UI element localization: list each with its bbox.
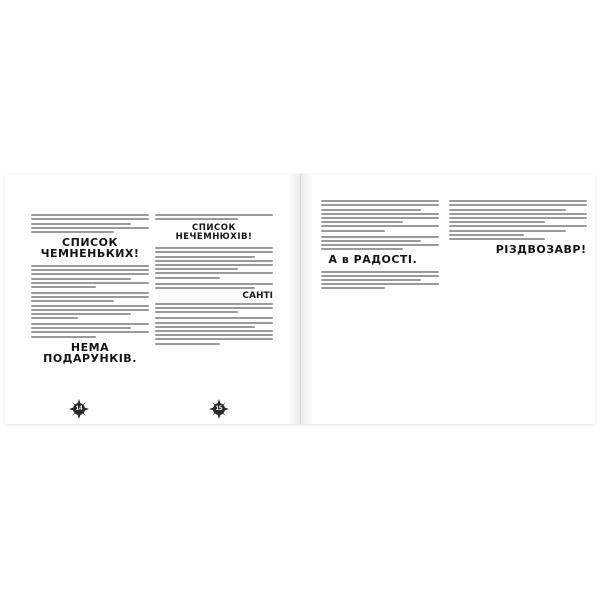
text-line-placeholder: [155, 330, 273, 332]
text-line-placeholder: [31, 296, 149, 298]
santa-label: САНТІ: [242, 290, 273, 301]
paragraph-placeholder: [449, 200, 587, 240]
text-line-placeholder: [321, 287, 386, 289]
right-page: [301, 174, 596, 424]
paragraph-placeholder: [155, 317, 273, 344]
text-line-placeholder: [321, 200, 439, 202]
heading-christmasaurus: РІЗДВОЗАВР!: [495, 242, 587, 256]
text-line-placeholder: [321, 248, 404, 250]
text-line-placeholder: [31, 292, 149, 294]
text-line-placeholder: [155, 307, 273, 309]
text-line-placeholder: [155, 338, 273, 340]
text-line-placeholder: [31, 223, 131, 225]
text-line-placeholder: [449, 204, 587, 206]
paragraph-placeholder: [321, 271, 439, 290]
text-line-placeholder: [31, 214, 149, 216]
text-line-placeholder: [31, 313, 131, 315]
text-line-placeholder: [155, 272, 273, 274]
text-line-placeholder: [155, 303, 273, 305]
text-line-placeholder: [321, 230, 386, 232]
page-number-right: [209, 399, 229, 419]
page-number-left: [69, 399, 89, 419]
snowflake-icon: [209, 399, 229, 419]
text-line-placeholder: [449, 221, 546, 223]
page-number-right-text: 15: [215, 406, 223, 412]
text-line-placeholder: [449, 230, 566, 232]
text-line-placeholder: [155, 287, 255, 289]
page-number-left-text: 14: [75, 406, 83, 412]
book-spread: [5, 174, 595, 424]
text-line-placeholder: [31, 273, 149, 275]
paragraph-placeholder: [31, 265, 149, 288]
text-line-placeholder: [155, 247, 273, 249]
heading-no-presents: НЕМА ПОДАРУНКІВ.: [43, 340, 137, 366]
paragraph-placeholder: [155, 283, 273, 314]
text-line-placeholder: [31, 323, 149, 325]
text-line-placeholder: [31, 300, 114, 302]
text-line-placeholder: [321, 244, 439, 246]
text-line-placeholder: [449, 200, 587, 202]
paragraph-placeholder: [155, 214, 273, 220]
heading-nice-list: СПИСОК ЧЕМНЕНЬКИХ!: [40, 235, 140, 261]
text-line-placeholder: [449, 209, 566, 211]
text-line-placeholder: [155, 317, 273, 319]
text-line-placeholder: [155, 283, 273, 285]
text-line-placeholder: [449, 213, 587, 215]
text-line-placeholder: [31, 218, 149, 220]
paragraph-placeholder: [321, 200, 439, 231]
text-line-placeholder: [321, 236, 439, 238]
text-line-placeholder: [31, 309, 149, 311]
text-line-placeholder: [155, 218, 238, 220]
paragraph-placeholder: [321, 236, 439, 251]
text-line-placeholder: [31, 282, 149, 284]
text-line-placeholder: [31, 265, 149, 267]
text-line-placeholder: [449, 225, 587, 227]
text-line-placeholder: [31, 305, 149, 307]
text-line-placeholder: [449, 238, 546, 240]
right-page-column-a: [321, 198, 439, 293]
text-line-placeholder: [155, 260, 273, 262]
text-line-placeholder: [321, 209, 421, 211]
text-line-placeholder: [155, 264, 273, 266]
text-line-placeholder: [321, 275, 439, 277]
heading-in-joy: А в РАДОСТІ.: [328, 253, 418, 267]
paragraph-placeholder: [31, 292, 149, 319]
left-page: [5, 174, 301, 424]
text-line-placeholder: [155, 343, 220, 345]
text-line-placeholder: [449, 217, 587, 219]
text-line-placeholder: [321, 213, 439, 215]
text-line-placeholder: [321, 204, 439, 206]
paragraph-placeholder: [155, 247, 273, 278]
text-line-placeholder: [31, 327, 131, 329]
text-line-placeholder: [155, 251, 273, 253]
right-page-column-b: [449, 198, 587, 260]
text-line-placeholder: [31, 331, 149, 333]
text-line-placeholder: [155, 322, 273, 324]
text-line-placeholder: [155, 326, 255, 328]
text-line-placeholder: [449, 234, 525, 236]
text-line-placeholder: [31, 269, 149, 271]
heading-naughty-list: СПИСОК НЕЧЕМНЮХІВ!: [175, 223, 253, 243]
text-line-placeholder: [155, 277, 220, 279]
text-line-placeholder: [321, 283, 439, 285]
left-page-column-a: [31, 212, 149, 370]
text-line-placeholder: [155, 311, 238, 313]
paragraph-placeholder: [31, 214, 149, 233]
text-line-placeholder: [31, 278, 131, 280]
text-line-placeholder: [31, 227, 149, 229]
text-line-placeholder: [31, 317, 78, 319]
text-line-placeholder: [321, 279, 421, 281]
text-line-placeholder: [155, 214, 273, 216]
text-line-placeholder: [321, 240, 421, 242]
text-line-placeholder: [155, 268, 238, 270]
sleigh-illustration: [307, 400, 591, 424]
paragraph-placeholder: [31, 323, 149, 338]
text-line-placeholder: [155, 334, 273, 336]
text-line-placeholder: [321, 271, 439, 273]
text-line-placeholder: [321, 225, 439, 227]
text-line-placeholder: [31, 336, 96, 338]
text-line-placeholder: [155, 256, 255, 258]
text-line-placeholder: [321, 217, 439, 219]
text-line-placeholder: [321, 221, 404, 223]
text-line-placeholder: [31, 286, 96, 288]
left-page-column-b: [155, 212, 273, 349]
snowflake-icon: [69, 399, 89, 419]
text-line-placeholder: [31, 231, 114, 233]
